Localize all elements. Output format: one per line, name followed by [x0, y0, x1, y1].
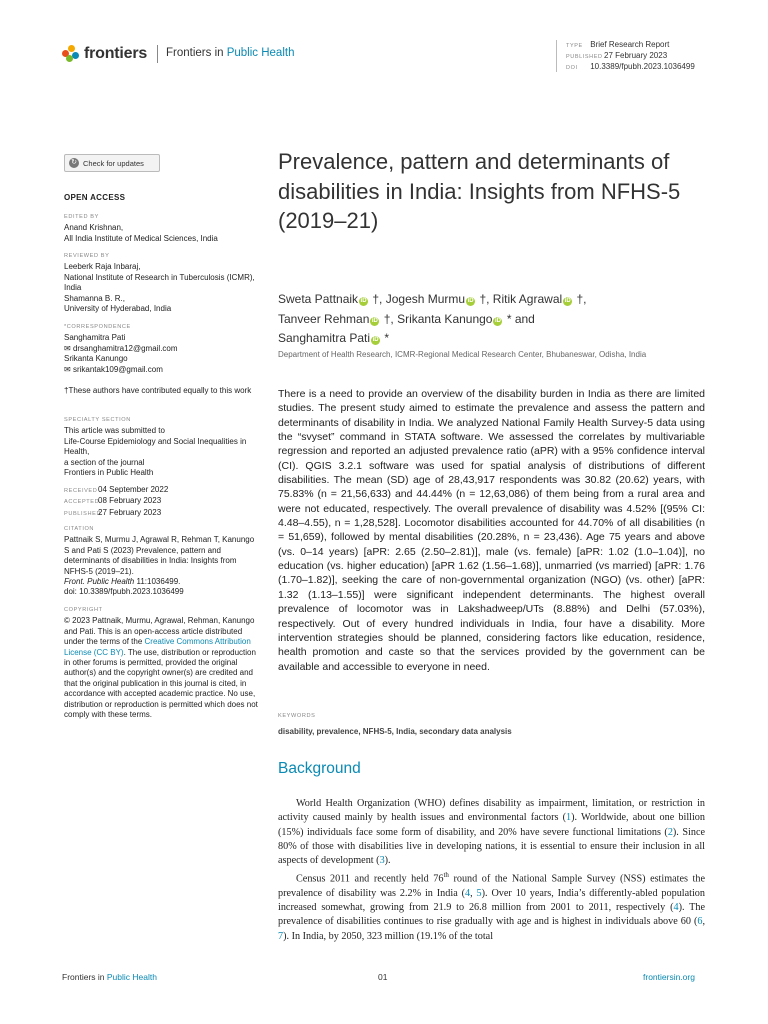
- author-mark: †,: [369, 292, 386, 306]
- envelope-icon: ✉: [64, 364, 71, 374]
- citation-block: CITATION Pattnaik S, Murmu J, Agrawal R, Rehman T, Kanungo S and Pati S (2023) Prevalence, pattern and determinants of disabilities in India: Insights from NFHS-5 (2019–21). Front. Public Health 11:1036499. doi: 10.3389/fpubh.2023.1036499: [64, 526, 255, 597]
- author-name: Srikanta Kanungo: [397, 311, 493, 326]
- orcid-icon[interactable]: iD: [360, 298, 367, 304]
- logo-text: frontiers: [84, 45, 148, 62]
- cc-by-license-link[interactable]: Creative Commons Attribution License (CC BY): [64, 637, 251, 657]
- reference-link[interactable]: 1: [566, 812, 572, 824]
- author-name: Ritik Agrawal: [492, 292, 563, 306]
- reference-link[interactable]: 6: [697, 916, 703, 928]
- meta-type: TYPE Brief Research Report: [566, 40, 670, 49]
- copyright-block: COPYRIGHT © 2023 Pattnaik, Murmu, Agrawal, Rehman, Kanungo and Pati. This is an open-access article distributed under the terms of the Creative Commons Attribution License (CC BY). The use, distribution or reproduction in other forums is permitted, provided the original author(s) and the copyright owner(s) are credited and that the original publication in this journal is cited, in accordance with accepted academic practice. No use, distribution or reproduction is permitted which does not comply with these terms.: [64, 607, 258, 720]
- meta-doi[interactable]: DOI 10.3389/fpubh.2023.1036499: [566, 62, 695, 71]
- section-heading-background: Background: [278, 760, 361, 777]
- author-name: Sanghamitra Pati: [278, 331, 371, 345]
- check-for-updates-button[interactable]: ↻ Check for updates: [64, 154, 160, 172]
- reference-link[interactable]: 4: [673, 901, 679, 913]
- keywords-label: KEYWORDS: [278, 713, 316, 719]
- meta-divider: [556, 40, 557, 72]
- journal-name[interactable]: Frontiers in Public Health: [166, 47, 295, 59]
- author-mark: †,: [476, 292, 493, 306]
- footer-journal-name[interactable]: Frontiers in Public Health: [62, 972, 157, 982]
- orcid-icon[interactable]: iD: [494, 317, 501, 324]
- author-name: Tanveer Rehman: [278, 311, 370, 326]
- body-paragraph-1: World Health Organization (WHO) defines disability as impairment, limitation, or restriction in activity caused mainly by health issues and environmental factors (1). Worldwide, about one billion (15%) individuals face some form of disability, and 20% have severe functional limitations (2). Since 80% of those with disabilities live in developing nations, it is essential to ensure their inclusion in all aspects of development (3).: [278, 798, 705, 867]
- frontiers-logo-icon: [62, 45, 80, 63]
- edited-by-block: EDITED BY Anand Krishnan, All India Institute of Medical Sciences, India: [64, 214, 218, 243]
- equal-contribution-note: †These authors have contributed equally to this work: [64, 386, 252, 395]
- page-number: 01: [378, 972, 388, 982]
- frontiers-logo[interactable]: [62, 44, 147, 64]
- email-link-2[interactable]: ✉ srikantak109@gmail.com: [64, 364, 163, 374]
- orcid-icon[interactable]: iD: [372, 337, 379, 343]
- orcid-icon[interactable]: iD: [371, 317, 378, 324]
- reference-link[interactable]: 7: [278, 930, 284, 942]
- header-divider: [157, 45, 158, 63]
- reviewed-by-block: REVIEWED BY Leeberk Raja Inbaraj, National Institute of Research in Tuberculosis (ICMR), India Shamanna B. R., University of Hyderabad, India: [64, 253, 255, 314]
- envelope-icon: ✉: [64, 343, 71, 353]
- reference-link[interactable]: 5: [476, 887, 482, 899]
- article-title: Prevalence, pattern and determinants of disabilities in India: Insights from NFHS-5 (2019–21): [278, 149, 681, 233]
- correspondence-block: *CORRESPONDENCE Sanghamitra Pati ✉ drsanghamitra12@gmail.com Srikanta Kanungo ✉ srikantak109@gmail.com: [64, 322, 260, 375]
- body-paragraph-2: Census 2011 and recently held 76th round of the National Sample Survey (NSS) estimates the prevalence of disability was 2.2% in India (4, 5). Over 10 years, India’s differently-abled population increased somewhat, growing from 21.9 to 26.8 million from 2001 to 2011, respectively (4). The prevalence of disabilities continues to rise gradually with age and is highest in individuals above 60 (6, 7). In India, by 2050, 323 million (19.1% of the total: [278, 871, 706, 942]
- dates-block: RECEIVED04 September 2022 ACCEPTED08 February 2023 PUBLISHED27 February 2023: [64, 485, 169, 517]
- affiliation: Department of Health Research, ICMR-Regional Medical Research Center, Bhubaneswar, Odisha, India: [278, 350, 647, 359]
- author-name: Sweta Pattnaik: [278, 292, 359, 306]
- author-mark: †,: [380, 311, 398, 326]
- open-access-label: OPEN ACCESS: [64, 193, 126, 202]
- superscript: th: [443, 871, 449, 879]
- orcid-icon[interactable]: iD: [564, 298, 571, 304]
- footer-site-link[interactable]: frontiersin.org: [643, 972, 695, 982]
- keywords: disability, prevalence, NFHS-5, India, secondary data analysis: [278, 727, 512, 736]
- reference-link[interactable]: 3: [379, 855, 385, 867]
- orcid-icon[interactable]: iD: [467, 298, 474, 304]
- refresh-icon: ↻: [69, 158, 79, 168]
- author-mark: * and: [503, 311, 535, 326]
- specialty-section-block: SPECIALTY SECTION This article was submitted to Life-Course Epidemiology and Social Inequalities in Health, a section of the journal Frontiers in Public Health: [64, 417, 247, 478]
- author-mark: †,: [573, 292, 587, 306]
- meta-published: PUBLISHED27 February 2023: [566, 51, 668, 60]
- reference-link[interactable]: 4: [465, 887, 471, 899]
- abstract: There is a need to provide an overview of the disability burden in India as there are limited studies. The present study aimed to estimate the prevalence and assess the pattern and determinants of disability in India. We analyzed National Family Health Survey-5 data using the “svyset” command in STATA software. We assessed the correlates by multivariable regression and reported an adjusted prevalence ratio (aPR) with a 95% confidence interval (CI). QGIS 3.2.1 software was used for spatial analysis of distributions of different disabilities. The mean (SD) age of 28,43,917 respondents was 30.82 (20.62) years, with 75.83% (n = 21,56,633) and 44.44% (n = 12,63,086) of them being from a rural area and were not educated, respectively. The overall prevalence of disability was 4.52% [(95% CI: 4.48–4.55), n = 1,28,528]. Locomotor disabilities accounted for 44.70% of all disabilities (n = 51,659), followed by mental disabilities (20.28%, n = 23,436). Age 75 years and above (vs. 0–14 years) [aPR: 2.65 (2.50–2.81)], male (vs. female) [aPR: 1.02 (1.0–1.04)], no education (vs. higher education) [aPR 1.62 (1.56–1.68)], unmarried (vs married) [aPR: 1.76 (1.70–1.82)], seeking the care of non-governmental organization (NGO) (vs. other) [aPR: 1.32 (1.13–1.55)] were significant independent determinants. The highest overall prevalence of locomotor was in Lakshadweep/UTs (8.88%) and Delhi (57.03%), respectively. Out of every hundred individuals in India, four have a disability. More intervention strategies should be planned, considering factors like education, residence, health promotion and caste so that the services provided by the government can be available and accessible to everyone in need.: [278, 388, 705, 673]
- reference-link[interactable]: 2: [667, 826, 673, 838]
- author-list: [278, 290, 698, 349]
- author-mark: *: [381, 331, 390, 345]
- author-name: Jogesh Murmu: [385, 292, 466, 306]
- email-link-1[interactable]: ✉ drsanghamitra12@gmail.com: [64, 343, 178, 353]
